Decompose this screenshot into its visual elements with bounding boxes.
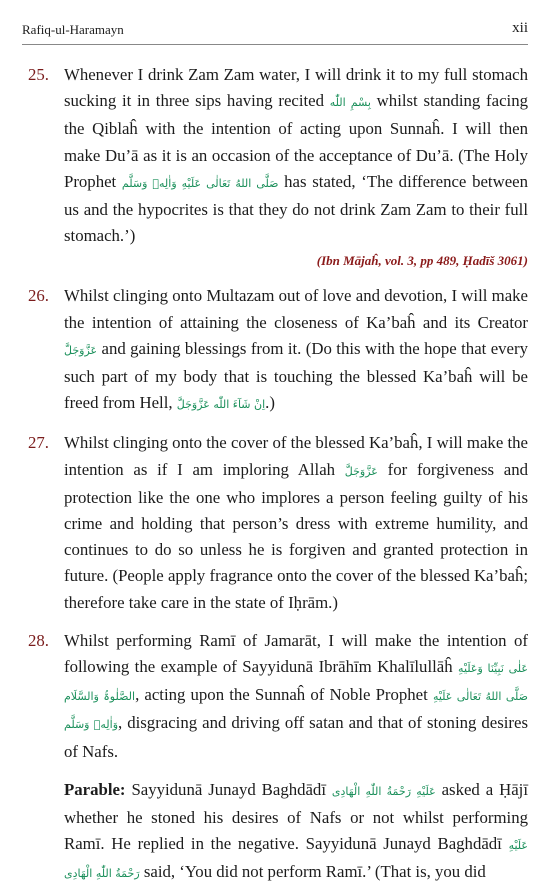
list-item [28,628,528,765]
item-text: , acting upon the Sunnaĥ of Noble Prophet [135,685,433,705]
arabic-phrase: بِسْمِ اللّٰه [329,96,371,110]
book-title: Rafiq-ul-Haramayn [22,22,124,37]
item-text: .) [265,393,275,413]
item-number: 28. [28,630,49,650]
item-body [64,628,528,765]
content [28,62,528,888]
list-item [28,283,528,418]
arabic-phrase: صَلَّى اللهُ تَعَالٰى عَلَيْهِ وَاٰلِهٖ وَسَلَّم [121,176,279,190]
list-item [28,430,528,615]
arabic-phrase: عَلَیْهِ رَحْمَةُ اللّٰهِ الْهَادِی [64,839,528,881]
item-number: 26. [28,286,49,306]
item-body [64,430,528,615]
item-body [64,62,528,271]
running-header [22,20,528,45]
list-item [28,62,528,271]
item-text: whilst standing facing the Qiblaĥ with the intention of acting upon Sunnaĥ. I will then make Du’ā as it is an occasion of the acceptance of Du’ā. (The Holy Prophet [64,91,528,191]
item-text: and gaining blessings from it. (Do this with the hope that every such part of my body that is touching the blessed Ka’baĥ will be freed from Hell, [64,338,528,413]
arabic-phrase: عَلٰی نَبِیِّنَا وَعَلَیْهِ الصَّلٰوۃُ وَالسَّلَام [64,662,528,704]
item-body [64,283,528,418]
arabic-phrase: صَلَّى اللهُ تَعَالٰى عَلَيْهِ وَاٰلِهٖ وَسَلَّم [64,690,528,732]
item-text: Whilst clinging onto the cover of the blessed Ka’baĥ, I will make the intention as if I am imploring Allah [64,433,528,479]
item-text: for forgiveness and protection like the one who implores a person feeling guilty of his crime and holding that person’s dress with extreme humility, and continues to do so unless he is forgiven and granted protection in future. (People apply fragrance onto the cover of the blessed Ka’baĥ; therefore take care in the state of Iḥrām.) [64,459,528,612]
parable-label: Parable: [64,779,126,799]
item-text: Whilst performing Ramī of Jamarāt, I will make the intention of following the example of Sayyidunā Ibrāhīm Khalīlullāĥ [64,630,528,677]
arabic-phrase: عَزَّوَجَلَّ [64,343,98,357]
parable-text: asked a Ḥājī whether he stoned his desires of Nafs or not whilst performing Ramī. He replied in the negative. Sayyidunā Junayd Baghdādī [64,779,528,854]
item-text: has stated, ‘The difference between us and the hypocrites is that they do not drink Zam Zam to their full stomach.’) [64,171,528,246]
item-text: Whenever I drink Zam Zam water, I will drink it to my full stomach sucking it in three sips having recited [64,65,528,111]
parable-paragraph [64,777,528,888]
citation: (Ibn Mājaĥ, vol. 3, pp 489, Ḥadīš 3061) [316,253,528,269]
item-text: , disgracing and driving off satan and that of stoning desires of Nafs. [64,713,528,761]
parable-text: Sayyidunā Junayd Baghdādī [125,779,332,799]
item-number: 25. [28,65,49,84]
item-text: Whilst clinging onto Multazam out of love and devotion, I will make the intention of attaining the closeness of Ka’baĥ and its Creator [64,286,528,332]
arabic-phrase: عَزَّوَجَلَّ [344,464,378,478]
parable-text: said, ‘You did not perform Ramī.’ (That is, you did [139,862,486,882]
arabic-phrase: اِنْ شَآءَ اللّٰه عَزَّوَجَلَّ [176,398,266,412]
item-number: 27. [28,433,49,453]
page-number: xii [512,20,528,36]
arabic-phrase: عَلَیْهِ رَحْمَةُ اللّٰهِ الْهَادِی [331,784,436,798]
